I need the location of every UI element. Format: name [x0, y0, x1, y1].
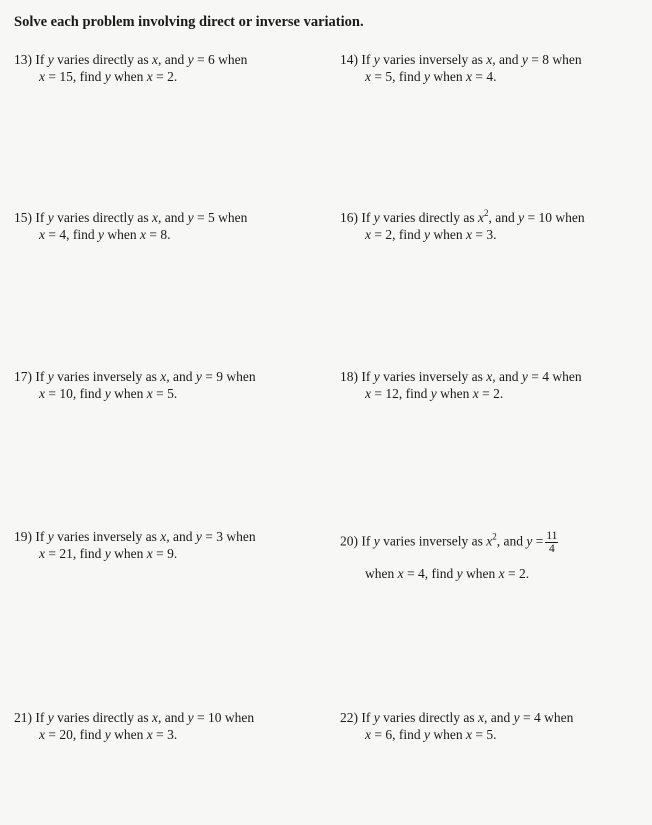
problem-13: 13) If y varies directly as x, and y = 6 when x = 15, find y when x = 2.	[14, 52, 248, 84]
problem-16: 16) If y varies directly as $x^2$, and y = 10 when x = 2, find y when x = 3.	[340, 208, 585, 242]
problem-18: 18) If y varies inversely as x, and y = 4 when x = 12, find y when x = 2.	[340, 369, 582, 401]
problem-22: 22) If y varies directly as x, and y = 4 when x = 6, find y when x = 5.	[340, 710, 574, 742]
problem-15: 15) If y varies directly as x, and y = 5 when x = 4, find y when x = 8.	[14, 210, 248, 242]
problem-19: 19) If y varies inversely as x, and y = 3 when x = 21, find y when x = 9.	[14, 529, 256, 561]
problem-20: 20) If y varies inversely as $x^2$, and y = $\frac{11}{4}$ when x = 4, find y when x = 2.	[340, 530, 558, 581]
problem-17: 17) If y varies inversely as x, and y = 9 when x = 10, find y when x = 5.	[14, 369, 256, 401]
problem-21: 21) If y varies directly as x, and y = 10 when x = 20, find y when x = 3.	[14, 710, 255, 742]
fraction-y-value: $\frac{11}{4}$	[546, 530, 558, 555]
worksheet-title: Solve each problem involving direct or inverse variation.	[14, 14, 364, 30]
problem-14: 14) If y varies inversely as x, and y = 8 when x = 5, find y when x = 4.	[340, 52, 582, 84]
